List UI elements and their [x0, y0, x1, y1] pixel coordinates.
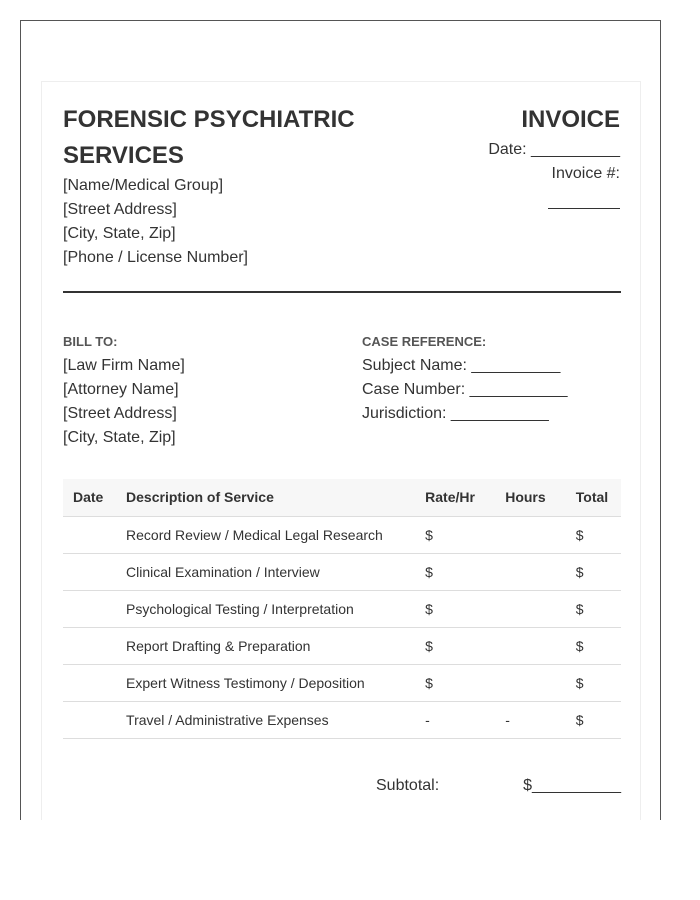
page-frame [20, 20, 661, 820]
bill-to-heading: BILL TO: [63, 334, 118, 349]
row-description-cell: Report Drafting & Preparation [116, 627, 415, 664]
column-header-date: Date [63, 479, 116, 516]
case-reference-block [362, 332, 620, 426]
company-line: [Name/Medical Group] [63, 177, 224, 194]
row-hours-cell[interactable] [495, 553, 566, 590]
company-name: FORENSIC PSYCHIATRIC SERVICES [63, 106, 355, 169]
column-header-hours: Hours [495, 479, 566, 516]
row-total-cell[interactable]: $ [566, 701, 621, 738]
case-number-field[interactable]: Case Number: ___________ [362, 381, 568, 398]
services-table [63, 479, 621, 739]
invoice-sheet [41, 81, 641, 820]
company-line: [Phone / License Number] [63, 249, 248, 266]
header-divider [63, 291, 621, 293]
bill-to-line: [Law Firm Name] [63, 357, 185, 374]
company-line: [City, State, Zip] [63, 225, 176, 242]
table-row [63, 701, 621, 738]
row-description-cell: Psychological Testing / Interpretation [116, 590, 415, 627]
table-row [63, 627, 621, 664]
row-description-cell: Expert Witness Testimony / Deposition [116, 664, 415, 701]
row-rate-cell[interactable]: $ [415, 627, 495, 664]
row-total-cell[interactable]: $ [566, 664, 621, 701]
row-total-cell[interactable]: $ [566, 590, 621, 627]
subtotal-field[interactable]: $__________ [523, 777, 621, 794]
table-header-row [63, 479, 621, 516]
row-total-cell[interactable]: $ [566, 553, 621, 590]
row-rate-cell[interactable]: - [415, 701, 495, 738]
row-total-cell[interactable]: $ [566, 627, 621, 664]
row-hours-cell[interactable] [495, 627, 566, 664]
row-hours-cell[interactable] [495, 590, 566, 627]
invoice-date-field[interactable]: Date: __________ [488, 141, 620, 158]
subject-name-field[interactable]: Subject Name: __________ [362, 357, 561, 374]
row-date-cell[interactable] [63, 701, 116, 738]
bill-to-block [63, 332, 343, 450]
column-header-rate: Rate/Hr [415, 479, 495, 516]
row-rate-cell[interactable]: $ [415, 590, 495, 627]
row-rate-cell[interactable]: $ [415, 664, 495, 701]
row-total-cell[interactable]: $ [566, 516, 621, 553]
jurisdiction-field[interactable]: Jurisdiction: ___________ [362, 405, 549, 422]
row-hours-cell[interactable] [495, 664, 566, 701]
bill-to-line: [Attorney Name] [63, 381, 179, 398]
row-hours-cell[interactable] [495, 516, 566, 553]
table-row [63, 590, 621, 627]
row-hours-cell[interactable]: - [495, 701, 566, 738]
table-row [63, 664, 621, 701]
invoice-number-field[interactable] [548, 194, 620, 209]
table-row [63, 553, 621, 590]
row-date-cell[interactable] [63, 516, 116, 553]
case-reference-heading: CASE REFERENCE: [362, 334, 487, 349]
table-row [63, 516, 621, 553]
row-description-cell: Travel / Administrative Expenses [116, 701, 415, 738]
company-line: [Street Address] [63, 201, 177, 218]
row-date-cell[interactable] [63, 627, 116, 664]
invoice-header-block [420, 102, 620, 209]
invoice-title: INVOICE [521, 106, 620, 133]
row-date-cell[interactable] [63, 590, 116, 627]
bill-to-line: [City, State, Zip] [63, 429, 176, 446]
column-header-description: Description of Service [116, 479, 415, 516]
bill-to-line: [Street Address] [63, 405, 177, 422]
row-rate-cell[interactable]: $ [415, 553, 495, 590]
row-description-cell: Record Review / Medical Legal Research [116, 516, 415, 553]
row-date-cell[interactable] [63, 664, 116, 701]
column-header-total: Total [566, 479, 621, 516]
subtotal-label: Subtotal: [376, 777, 440, 794]
row-date-cell[interactable] [63, 553, 116, 590]
row-rate-cell[interactable]: $ [415, 516, 495, 553]
row-description-cell: Clinical Examination / Interview [116, 553, 415, 590]
invoice-number-label: Invoice #: [551, 165, 620, 182]
company-address-block [63, 174, 248, 270]
